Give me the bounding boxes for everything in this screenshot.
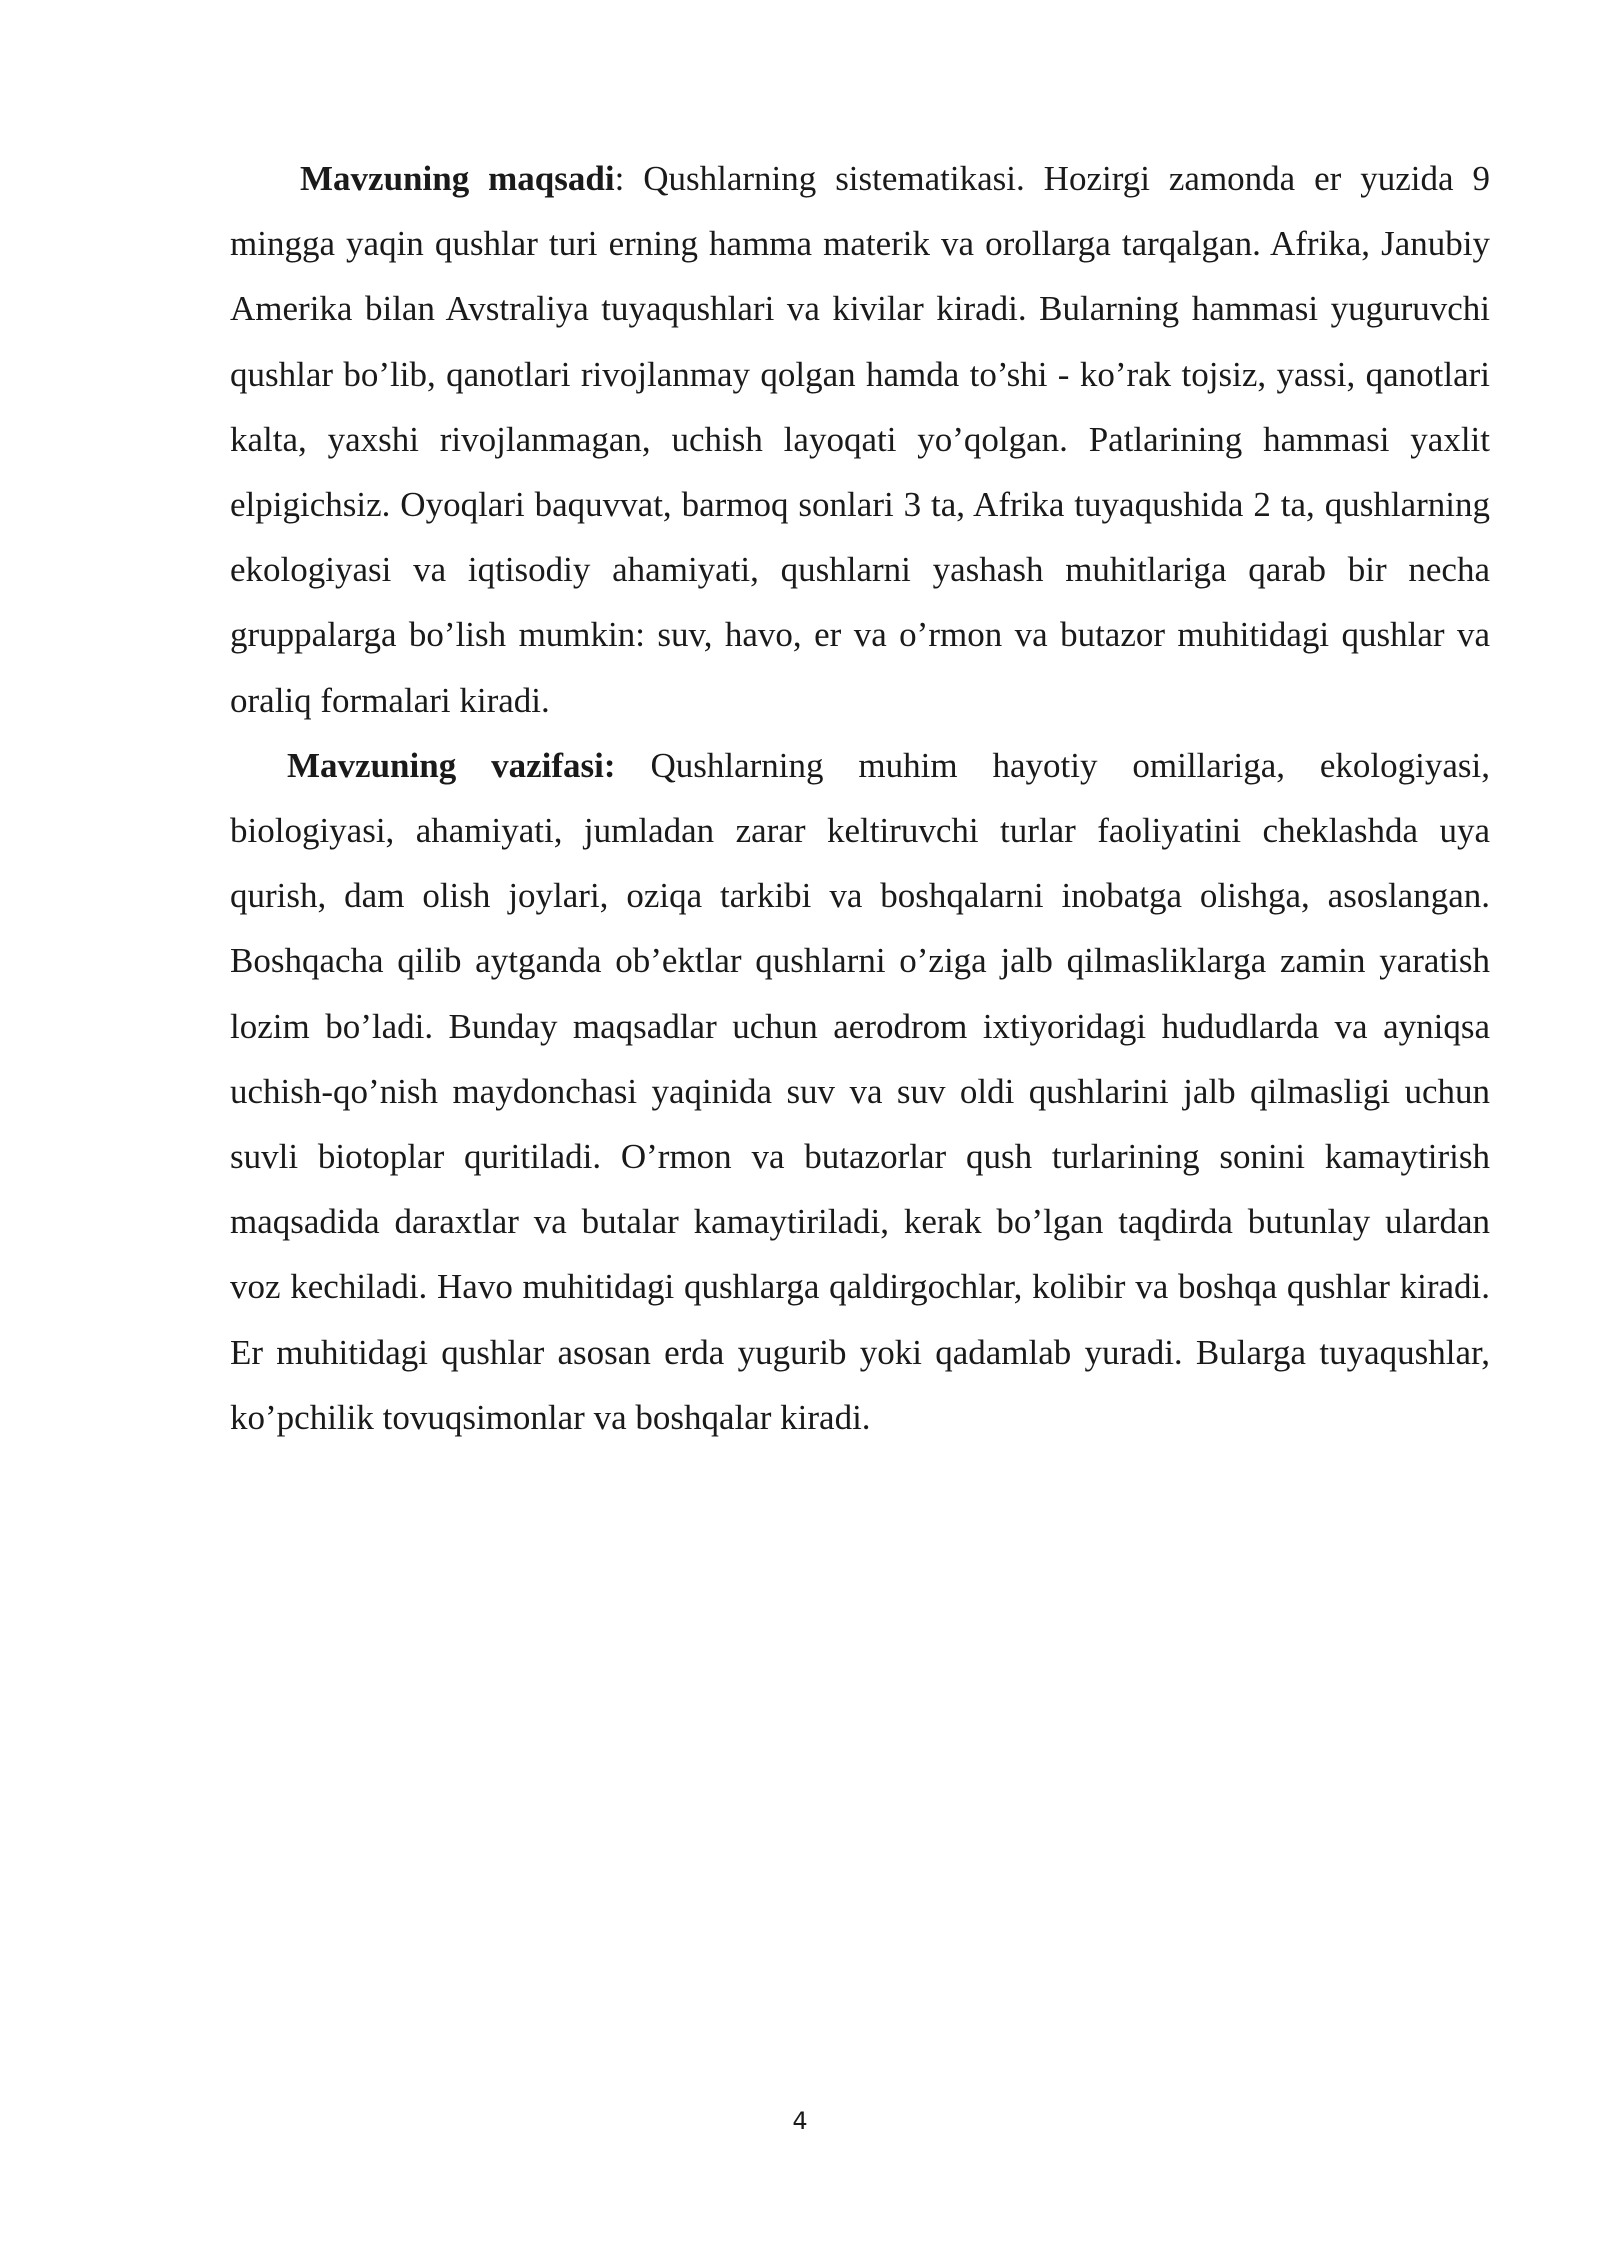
paragraph-vazifasi	[230, 733, 1490, 1450]
page-number: 4	[792, 2107, 808, 2135]
heading-maqsadi-colon: :	[614, 159, 625, 198]
paragraph-vazifasi-text: Qushlarning muhim hayotiy omillariga, ekologiyasi, biologiyasi, ahamiyati, jumladan zarar keltiruvchi turlar faoliyatini cheklashda uya qurish, dam olish joylari, oziqa tarkibi va boshqalarni inobatga olishga, asoslangan. Boshqacha qilib aytganda ob’ektlar qushlarni o’ziga jalb qilmasliklarga zamin yaratish lozim bo’ladi. Bunday maqsadlar uchun aerodrom ixtiyoridagi hududlarda va ayniqsa uchish-qo’nish maydonchasi yaqinida suv va suv oldi qushlarini jalb qilmasligi uchun suvli biotoplar quritiladi. O’rmon va butazorlar qush turlarining sonini kamaytirish maqsadida daraxtlar va butalar kamaytiriladi, kerak bo’lgan taqdirda butunlay ulardan voz kechiladi. Havo muhitidagi qushlarga qaldirgochlar, kolibir va boshqa qushlar kiradi. Er muhitidagi qushlar asosan erda yugurib yoki qadamlab yuradi. Bularga tuyaqushlar, ko’pchilik tovuqsimonlar va boshqalar kiradi.	[230, 745, 1490, 1437]
heading-vazifasi: Mavzuning vazifasi:	[287, 745, 616, 785]
paragraph-maqsadi-text: Qushlarning sistematikasi. Hozirgi zamonda er yuzida 9 mingga yaqin qushlar turi erning hamma materik va orollarga tarqalgan. Afrika, Janubiy Amerika bilan Avstraliya tuyaqushlari va kivilar kiradi. Bularning hammasi yuguruvchi qushlar bo’lib, qanotlari rivojlanmay qolgan hamda to’shi - ko’rak tojsiz, yassi, qanotlari kalta, yaxshi rivojlanmagan, uchish layoqati yo’qolgan. Patlarining hammasi yaxlit elpigichsiz. Oyoqlari baquvvat, barmoq sonlari 3 ta, Afrika tuyaqushida 2 ta, qushlarning ekologiyasi va iqtisodiy ahamiyati, qushlarni yashash muhitlariga qarab bir necha gruppalarga bo’lish mumkin: suv, havo, er va o’rmon va butazor muhitidagi qushlar va oraliq formalari kiradi.	[230, 159, 1490, 720]
heading-maqsadi: Mavzuning maqsadi	[300, 159, 615, 198]
paragraph-maqsadi	[230, 146, 1490, 733]
document-body	[230, 146, 1490, 1450]
